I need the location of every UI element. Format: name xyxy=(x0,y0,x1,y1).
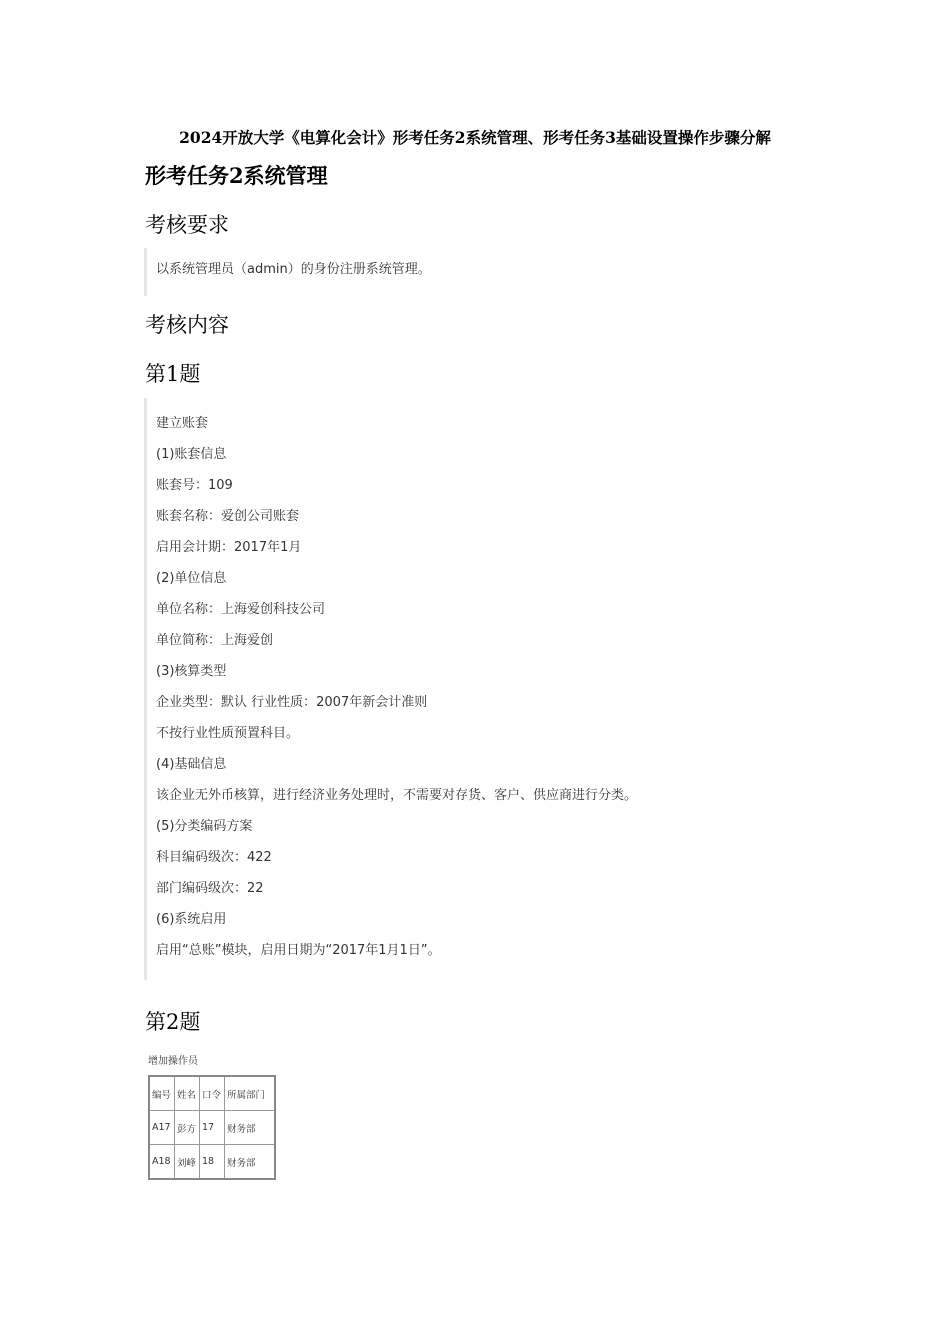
q1-line: 建立账套 xyxy=(156,416,209,431)
table-cell: 财务部 xyxy=(225,1145,276,1180)
question-1-block xyxy=(144,398,716,980)
q1-line: (3)核算类型 xyxy=(156,664,227,679)
question-1-heading: 第1题 xyxy=(145,362,201,386)
q1-line: 科目编码级次：422 xyxy=(156,850,272,865)
q1-line: (4)基础信息 xyxy=(156,757,227,772)
header-cell: 口令 xyxy=(200,1076,225,1111)
q1-line: (6)系统启用 xyxy=(156,912,227,927)
table-cell: A17 xyxy=(149,1111,175,1145)
table-cell: 财务部 xyxy=(225,1111,276,1145)
header-cell: 姓名 xyxy=(175,1076,200,1111)
requirements-text: 以系统管理员（admin）的身份注册系统管理。 xyxy=(156,262,431,277)
q1-line: 不按行业性质预置科目。 xyxy=(156,726,300,741)
q1-line: 启用“总账”模块，启用日期为“2017年1月1日”。 xyxy=(156,943,441,958)
add-operator-label: 增加操作员 xyxy=(148,1056,198,1067)
q1-line: 企业类型：默认 行业性质：2007年新会计准则 xyxy=(156,695,428,710)
table-cell: 彭方 xyxy=(175,1111,200,1145)
requirements-block xyxy=(144,248,556,296)
q1-line: (5)分类编码方案 xyxy=(156,819,253,834)
operator-table xyxy=(148,1075,276,1180)
q1-line: 部门编码级次：22 xyxy=(156,881,264,896)
table-header-row xyxy=(149,1076,275,1111)
question-2-heading: 第2题 xyxy=(145,1010,201,1034)
table-cell: 刘峰 xyxy=(175,1145,200,1180)
q1-line: (2)单位信息 xyxy=(156,571,227,586)
q1-line: (1)账套信息 xyxy=(156,447,227,462)
header-cell: 编号 xyxy=(149,1076,175,1111)
q1-line: 账套名称：爱创公司账套 xyxy=(156,509,300,524)
q1-line: 账套号：109 xyxy=(156,478,233,493)
table-cell: 18 xyxy=(200,1145,225,1180)
table-row xyxy=(149,1145,275,1180)
q1-line: 该企业无外币核算，进行经济业务处理时，不需要对存货、客户、供应商进行分类。 xyxy=(156,788,638,803)
content-heading: 考核内容 xyxy=(145,313,229,337)
q1-line: 启用会计期：2017年1月 xyxy=(156,540,302,555)
requirements-heading: 考核要求 xyxy=(145,213,229,237)
task-heading: 形考任务2系统管理 xyxy=(145,163,328,188)
q1-line: 单位名称：上海爱创科技公司 xyxy=(156,602,326,617)
table-cell: 17 xyxy=(200,1111,225,1145)
q1-line: 单位简称：上海爱创 xyxy=(156,633,274,648)
table-cell: A18 xyxy=(149,1145,175,1180)
table-row xyxy=(149,1111,275,1145)
header-cell: 所属部门 xyxy=(225,1076,276,1111)
document-title: 2024开放大学《电算化会计》形考任务2系统管理、形考任务3基础设置操作步骤分解 xyxy=(179,128,771,147)
